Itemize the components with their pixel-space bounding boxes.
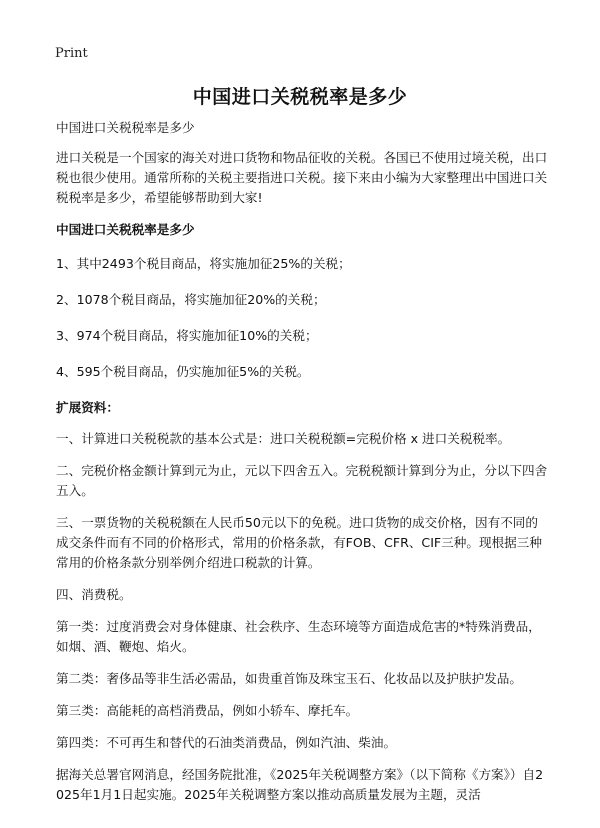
paragraph: 一、计算进口关税税款的基本公式是：进口关税税额=完税价格 x 进口关税税率。 [56, 431, 511, 446]
list-item: 1、其中2493个税目商品，将实施加征25%的关税； [56, 256, 351, 271]
extended-heading: 扩展资料： [56, 400, 119, 415]
article-subtitle: 中国进口关税税率是多少 [56, 120, 195, 135]
list-item: 4、595个税目商品，仍实施加征5%的关税。 [56, 364, 310, 379]
paragraph: 四、消费税。 [56, 587, 132, 602]
paragraph: 第一类：过度消费会对身体健康、社会秩序、生态环境等方面造成危害的*特殊消费品，如烟、酒、鞭炮、焰火。 [56, 619, 541, 654]
print-link[interactable]: Print [55, 46, 88, 61]
paragraph: 据海关总署官网消息，经国务院批准，《2025年关税调整方案》（以下简称《方案》）自2025年1月1日起实施。2025年关税调整方案以推动高质量发展为主题，灵活 [56, 767, 544, 802]
paragraph: 第三类：高能耗的高档消费品，例如小轿车、摩托车。 [56, 703, 359, 718]
list-item: 2、1078个税目商品，将实施加征20%的关税； [56, 292, 326, 307]
article-body [56, 118, 548, 817]
page-title: 中国进口关税税率是多少 [192, 86, 408, 108]
paragraph: 三、一票货物的关税税额在人民币50元以下的免税。进口货物的成交价格，因有不同的成交条件而有不同的价格形式，常用的价格条款，有FOB、CFR、CIF三种。现根据三种常用的价格条款分别举例介绍进口税款的计算。 [56, 515, 542, 570]
intro-paragraph: 进口关税是一个国家的海关对进口货物和物品征收的关税。各国已不使用过境关税，出口税也很少使用。通常所称的关税主要指进口关税。接下来由小编为大家整理出中国进口关税税率是多少，希望能够帮助到大家! [56, 150, 548, 205]
paragraph: 第二类：奢侈品等非生活必需品，如贵重首饰及珠宝玉石、化妆品以及护肤护发品。 [56, 671, 522, 686]
paragraph: 第四类：不可再生和替代的石油类消费品，例如汽油、柴油。 [56, 735, 397, 750]
paragraph: 二、完税价格金额计算到元为止，元以下四舍五入。完税税额计算到分为止，分以下四舍五入。 [56, 463, 548, 498]
section-heading: 中国进口关税税率是多少 [56, 222, 195, 237]
list-item: 3、974个税目商品，将实施加征10%的关税； [56, 328, 318, 343]
